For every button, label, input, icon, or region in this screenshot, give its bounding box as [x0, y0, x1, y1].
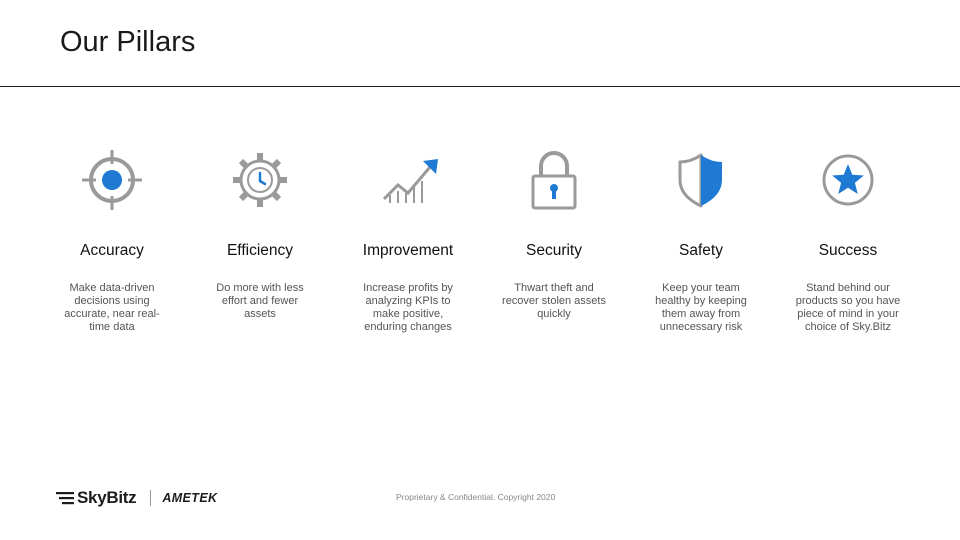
- copyright-notice: Proprietary & Confidential. Copyright 2020: [396, 492, 556, 502]
- pillar-title: Security: [526, 242, 582, 259]
- pillar-title: Safety: [679, 242, 723, 259]
- pillar-title: Accuracy: [80, 242, 144, 259]
- pillar-safety: [636, 140, 766, 334]
- pillar-description: Increase profits by analyzing KPIs to make positive, enduring changes: [363, 282, 453, 333]
- footer-logos: [56, 488, 218, 508]
- title-divider: [0, 86, 960, 87]
- pillar-title: Efficiency: [226, 242, 294, 259]
- gear-clock-icon: [195, 140, 325, 220]
- skybitz-logo-text: SkyBitz: [77, 488, 137, 507]
- pillar-title: Improvement: [362, 242, 454, 259]
- pillar-efficiency: [195, 140, 325, 321]
- padlock-icon: [489, 140, 619, 220]
- pillar-title: Success: [818, 242, 878, 259]
- pillar-security: [489, 140, 619, 321]
- pillar-description: Thwart theft and recover stolen assets quickly: [502, 282, 606, 320]
- pillar-success: [783, 140, 913, 334]
- ametek-logo-text: AMETEK: [162, 491, 218, 505]
- growth-chart-icon: [343, 140, 473, 220]
- shield-icon: [636, 140, 766, 220]
- page-title: Our Pillars: [60, 26, 196, 58]
- pillar-improvement: [343, 140, 473, 334]
- target-icon: [47, 140, 177, 220]
- pillar-description: Stand behind our products so you have piece of mind in your choice of Sky.Bitz: [795, 282, 901, 333]
- pillar-description: Keep your team healthy by keeping them away from unnecessary risk: [655, 282, 747, 333]
- logo-divider: [150, 490, 151, 506]
- pillar-description: Do more with less effort and fewer assets: [216, 282, 304, 320]
- skybitz-logo-mark-icon: [56, 491, 74, 505]
- pillar-description: Make data-driven decisions using accurate, near real-time data: [64, 282, 160, 333]
- star-badge-icon: [783, 140, 913, 220]
- pillar-accuracy: [47, 140, 177, 334]
